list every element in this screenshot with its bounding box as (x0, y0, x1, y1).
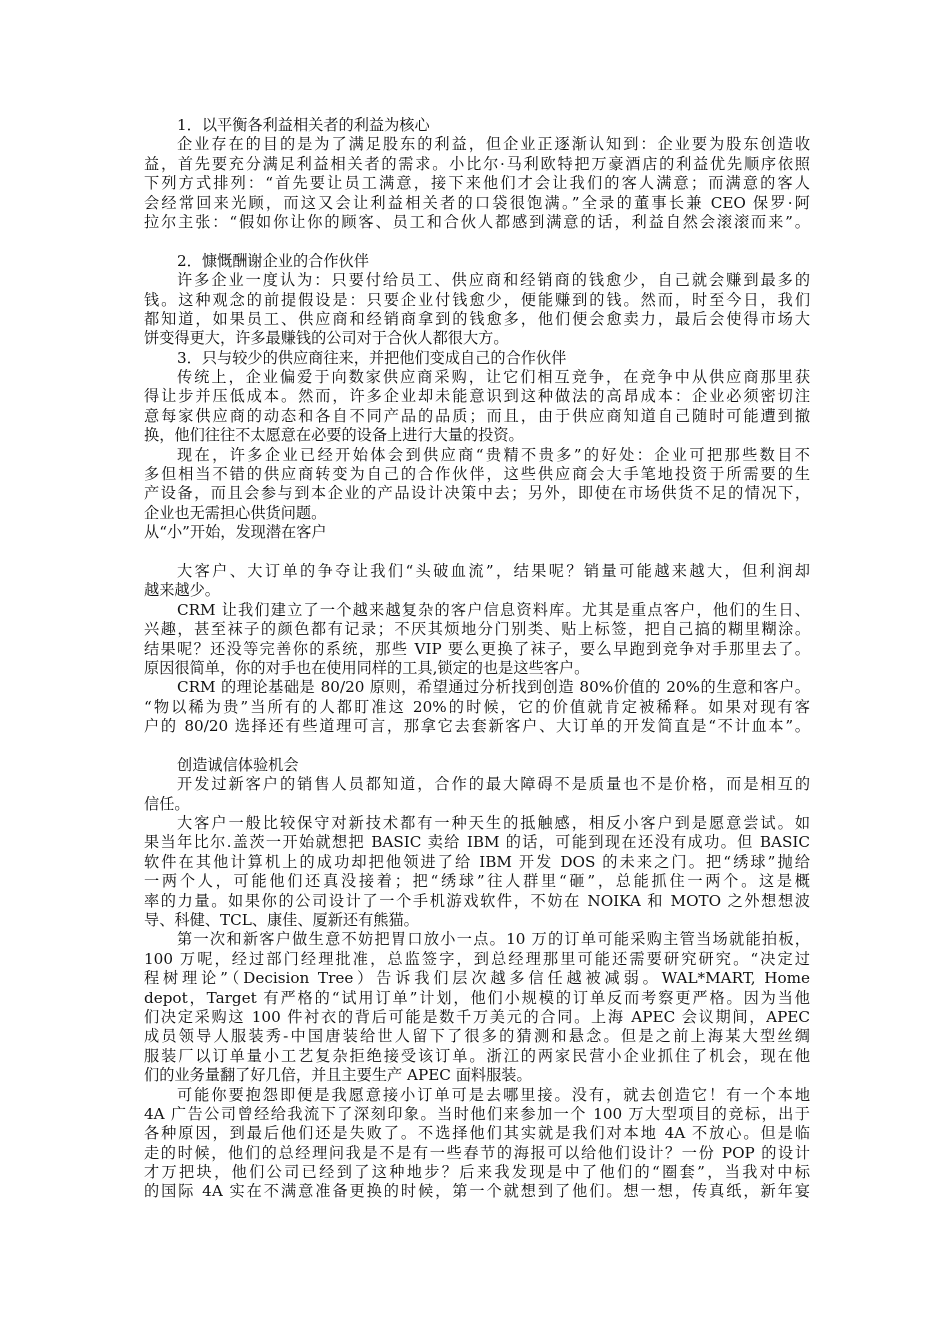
paragraph-line: 现在，许多企业已经开始体会到供应商“贵精不贵多”的好处：企业可把那些数目不 (177, 445, 810, 464)
paragraph-line: 的国际 4A 实在不满意准备更换的时候，第一个就想到了他们。想一想，传真纸，新年宴 (144, 1182, 810, 1201)
paragraph-line: 得让步并压低成本。然而，许多企业却未能意识到这种做法的高昂成本：企业必须密切注 (144, 387, 810, 406)
blank-line (144, 737, 810, 756)
blank-line (144, 543, 810, 562)
paragraph-line: 各种原因，到最后他们还是失败了。不选择他们其实就是我们对本地 4A 不放心。但是临 (144, 1124, 810, 1143)
paragraph-line: 多但相当不错的供应商转变为自己的合作伙伴，这些供应商会大手笔地投资于所需要的生 (144, 465, 810, 484)
section-heading: 1．以平衡各利益相关者的利益为核心 (177, 116, 430, 134)
paragraph-line: 许多企业一度认为：只要付给员工、供应商和经销商的钱愈少，自己就会赚到最多的 (177, 271, 810, 290)
paragraph-line: 企业也无需担心供货问题。 (144, 503, 327, 522)
section-heading: 创造诚信体验机会 (177, 755, 299, 774)
paragraph-line: 开发过新客户的销售人员都知道，合作的最大障碍不是质量也不是价格，而是相互的 (177, 775, 810, 794)
paragraph-line: 原因很简单，你的对手也在使用同样的工具,锁定的也是这些客户。 (144, 658, 590, 677)
blank-line (144, 232, 810, 251)
paragraph-line: 结果呢？还没等完善你的系统，那些 VIP 要么更换了袜子，要么早跑到竞争对手那里去了。 (144, 639, 810, 658)
paragraph-line: 大客户、大订单的争夺让我们“头破血流”，结果呢？销量可能越来越大，但利润却 (177, 561, 810, 580)
paragraph-line: 意每家供应商的动态和各自不同产品的品质；而且，由于供应商知道自己随时可能遭到撤 (144, 406, 810, 425)
paragraph-line: 下列方式排列：“首先要让员工满意，接下来他们才会让我们的客人满意；而满意的客人 (144, 174, 810, 193)
paragraph-line: “物以稀为贵”当所有的人都盯准这 20%的时候，它的价值就肯定被稀释。如果对现有客 (144, 697, 810, 716)
paragraph-line: 会经常回来光顾，而这又会让利益相关者的口袋很饱满。”全录的董事长兼 CEO 保罗·阿 (144, 193, 810, 212)
paragraph-line: 大客户一般比较保守对新技术都有一种天生的抵触感，相反小客户到是愿意尝试。如 (177, 814, 810, 833)
paragraph-line: depot，Target 有严格的“试用订单”计划，他们小规模的订单反而考察更严格。因为当他 (144, 988, 810, 1007)
paragraph-line: 导、科健、TCL、康佳、厦新还有熊猫。 (144, 911, 419, 930)
paragraph-line: 果当年比尔.盖茨一开始就想把 BASIC 卖给 IBM 的话，可能到现在还没有成功。但 BASIC (144, 833, 810, 852)
paragraph-line: 企业存在的目的是为了满足股东的利益，但企业正逐渐认知到：企业要为股东创造收 (177, 135, 810, 154)
section-heading: 3．只与较少的供应商往来，并把他们变成自己的合作伙伴 (177, 348, 567, 367)
paragraph-line: 才万把块，他们公司已经到了这种地步？后来我发现是中了他们的“圈套”，当我对中标 (144, 1163, 810, 1182)
paragraph-line: 软件在其他计算机上的成功却把他领进了给 IBM 开发 DOS 的未来之门。把“绣球”抛给 (144, 852, 810, 871)
paragraph-line: 成员领导人服装秀-中国唐装给世人留下了很多的猜测和悬念。但是之前上海某大型丝绸 (144, 1027, 810, 1046)
paragraph-line: 100 万呢，经过部门经理批准，总监签字，到总经理那里可能还需要研究研究。“决定过 (144, 949, 810, 968)
paragraph-line: 饼变得更大，许多最赚钱的公司对于合伙人都很大方。 (144, 329, 509, 348)
paragraph-line: 们的业务量翻了好几倍，并且主要生产 APEC 面料服装。 (144, 1066, 532, 1085)
section-heading: 从“小”开始，发现潜在客户 (144, 523, 327, 542)
paragraph-line: 都知道，如果员工、供应商和经销商拿到的钱愈多，他们便会愈卖力，最后会使得市场大 (144, 309, 810, 328)
section-heading: 2．慷慨酬谢企业的合作伙伴 (177, 251, 369, 270)
paragraph-line: 程树理论”（Decision Tree）告诉我们层次越多信任越被减弱。WAL*MART, Home (144, 969, 810, 988)
paragraph-line: CRM 的理论基础是 80/20 原则，希望通过分析找到创造 80%价值的 20%的生意和客户。 (177, 678, 810, 697)
paragraph-line: 钱。这种观念的前提假设是：只要企业付钱愈少，便能赚到的钱。然而，时至今日，我们 (144, 290, 810, 309)
paragraph-line: 产设备，而且会参与到本企业的产品设计决策中去；另外，即使在市场供货不足的情况下， (144, 484, 810, 503)
paragraph-line: 第一次和新客户做生意不妨把胃口放小一点。10 万的订单可能采购主管当场就能拍板， (177, 930, 810, 949)
paragraph-line: 户的 80/20 选择还有些道理可言，那拿它去套新客户、大订单的开发简直是“不计血本”。 (144, 717, 810, 736)
paragraph-line: 率的力量。如果你的公司设计了一个手机游戏软件，不妨在 NOIKA 和 MOTO 之外想想波 (144, 891, 810, 910)
paragraph-line: 信任。 (144, 794, 190, 813)
paragraph-line: 可能你要抱怨即便是我愿意接小订单可是去哪里接。没有，就去创造它！有一个本地 (177, 1085, 810, 1104)
paragraph-line: 兴趣，甚至袜子的颜色都有记录；不厌其烦地分门别类、贴上标签，把自己搞的糊里糊涂。 (144, 620, 810, 639)
paragraph-line: 一两个人，可能他们还真没接着；把“绣球”往人群里“砸”，总能抓住一两个。这是概 (144, 872, 810, 891)
paragraph-line: 益，首先要充分满足利益相关者的需求。小比尔·马利欧特把万豪酒店的利益优先顺序依照 (144, 154, 810, 173)
paragraph-line: 换，他们往往不太愿意在必要的设备上进行大量的投资。 (144, 426, 524, 445)
paragraph-line: 走的时候，他们的总经理问我是不是有一些春节的海报可以给他们设计？一份 POP 的设计 (144, 1143, 810, 1162)
document-page (144, 116, 810, 1202)
paragraph-line: 越来越少。 (144, 581, 220, 600)
paragraph-line: 们决定采购这 100 件衬衣的背后可能是数千万美元的合同。上海 APEC 会议期间，APEC (144, 1007, 810, 1026)
paragraph-line: 4A 广告公司曾经给我流下了深刻印象。当时他们来参加一个 100 万大型项目的竞标，出于 (144, 1104, 810, 1123)
paragraph-line: 服装厂以订单量小工艺复杂拒绝接受该订单。浙江的两家民营小企业抓住了机会，现在他 (144, 1046, 810, 1065)
paragraph-line: CRM 让我们建立了一个越来越复杂的客户信息资料库。尤其是重点客户，他们的生日、 (177, 600, 810, 619)
paragraph-line: 传统上，企业偏爱于向数家供应商采购，让它们相互竞争，在竞争中从供应商那里获 (177, 368, 810, 387)
paragraph-line: 拉尔主张：“假如你让你的顾客、员工和合伙人都感到满意的话，利益自然会滚滚而来”。 (144, 212, 810, 231)
